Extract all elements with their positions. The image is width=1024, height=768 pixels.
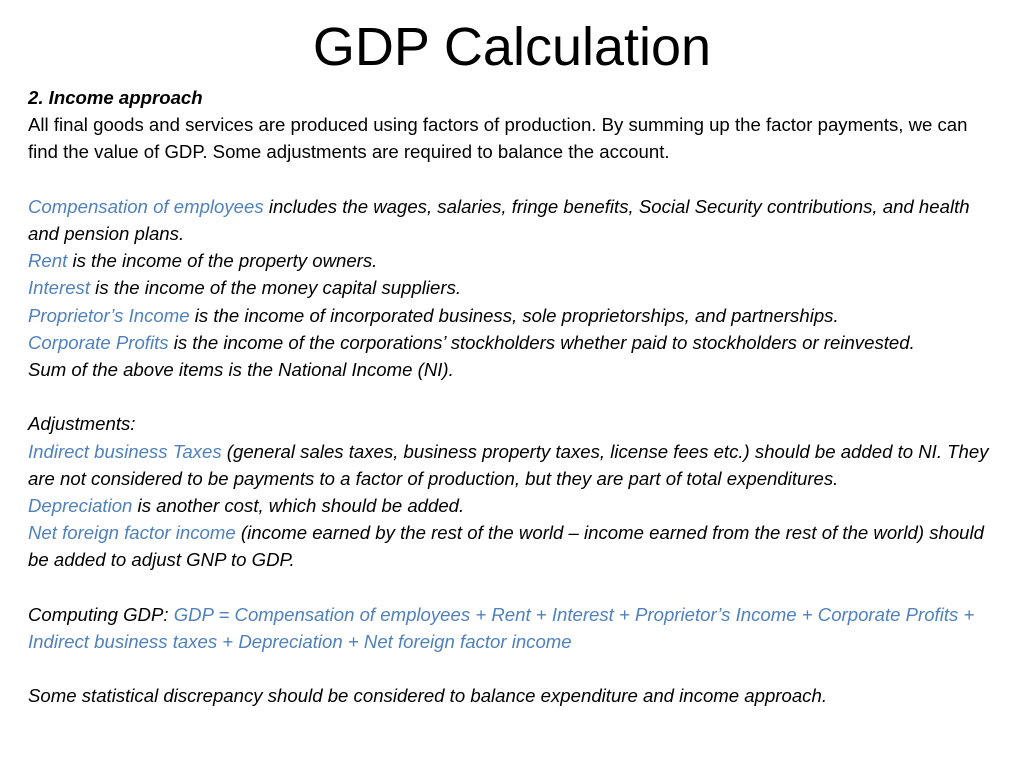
desc-corporate-profits: is the income of the corporations’ stockholders whether paid to stockholders or reinvested. — [168, 331, 915, 353]
desc-interest: is the income of the money capital suppliers. — [90, 277, 462, 299]
desc-proprietors-income: is the income of incorporated business, sole proprietorships, and partnerships. — [189, 304, 839, 326]
component-compensation — [28, 193, 998, 247]
spacer — [28, 655, 998, 682]
desc-indirect-taxes: (general sales taxes, business property taxes, license fees etc.) should be added to NI. They are not considered to be payments to a factor of production, but they are part of total expenditures. — [28, 440, 989, 489]
term-interest: Interest — [28, 277, 91, 299]
term-net-foreign-income: Net foreign factor income — [28, 522, 236, 544]
computing-label: Computing GDP: — [28, 603, 174, 625]
term-indirect-taxes: Indirect business Taxes — [28, 440, 222, 462]
component-rent — [28, 247, 998, 274]
desc-depreciation: is another cost, which should be added. — [132, 495, 465, 517]
desc-net-foreign-income: (income earned by the rest of the world – income earned from the rest of the world) should be added to adjust GNP to GDP. — [28, 522, 984, 571]
adjustment-net-foreign-income — [28, 519, 998, 573]
adjustments-label: Adjustments: — [28, 413, 136, 435]
section-heading: 2. Income approach — [28, 87, 203, 108]
closing-note: Some statistical discrepancy should be considered to balance expenditure and income approach. — [28, 685, 827, 707]
slide-title: GDP Calculation — [312, 17, 712, 77]
spacer — [28, 383, 998, 410]
spacer — [28, 166, 998, 193]
term-rent: Rent — [28, 250, 68, 272]
component-proprietors-income — [28, 302, 998, 329]
computing-gdp — [28, 601, 998, 655]
national-income-sum: Sum of the above items is the National Income (NI). — [28, 359, 454, 381]
term-depreciation: Depreciation — [28, 495, 133, 517]
adjustment-indirect-taxes — [28, 438, 998, 492]
component-interest — [28, 274, 998, 301]
gdp-formula: GDP = Compensation of employees + Rent + Interest + Proprietor’s Income + Corporate Profits + Indirect business taxes + Depreciation + Net foreign factor income — [28, 603, 975, 653]
spacer — [28, 574, 998, 601]
component-corporate-profits — [28, 329, 998, 356]
intro-paragraph: All final goods and services are produced using factors of production. By summing up the factor payments, we can find the value of GDP. Some adjustments are required to balance the account. — [28, 114, 968, 163]
slide-body — [28, 84, 998, 710]
term-corporate-profits: Corporate Profits — [28, 331, 169, 353]
desc-rent: is the income of the property owners. — [67, 250, 378, 272]
term-proprietors-income: Proprietor’s Income — [28, 304, 190, 326]
adjustment-depreciation — [28, 492, 998, 519]
desc-compensation: includes the wages, salaries, fringe benefits, Social Security contributions, and health and pension plans. — [28, 195, 970, 244]
term-compensation: Compensation of employees — [28, 195, 264, 217]
